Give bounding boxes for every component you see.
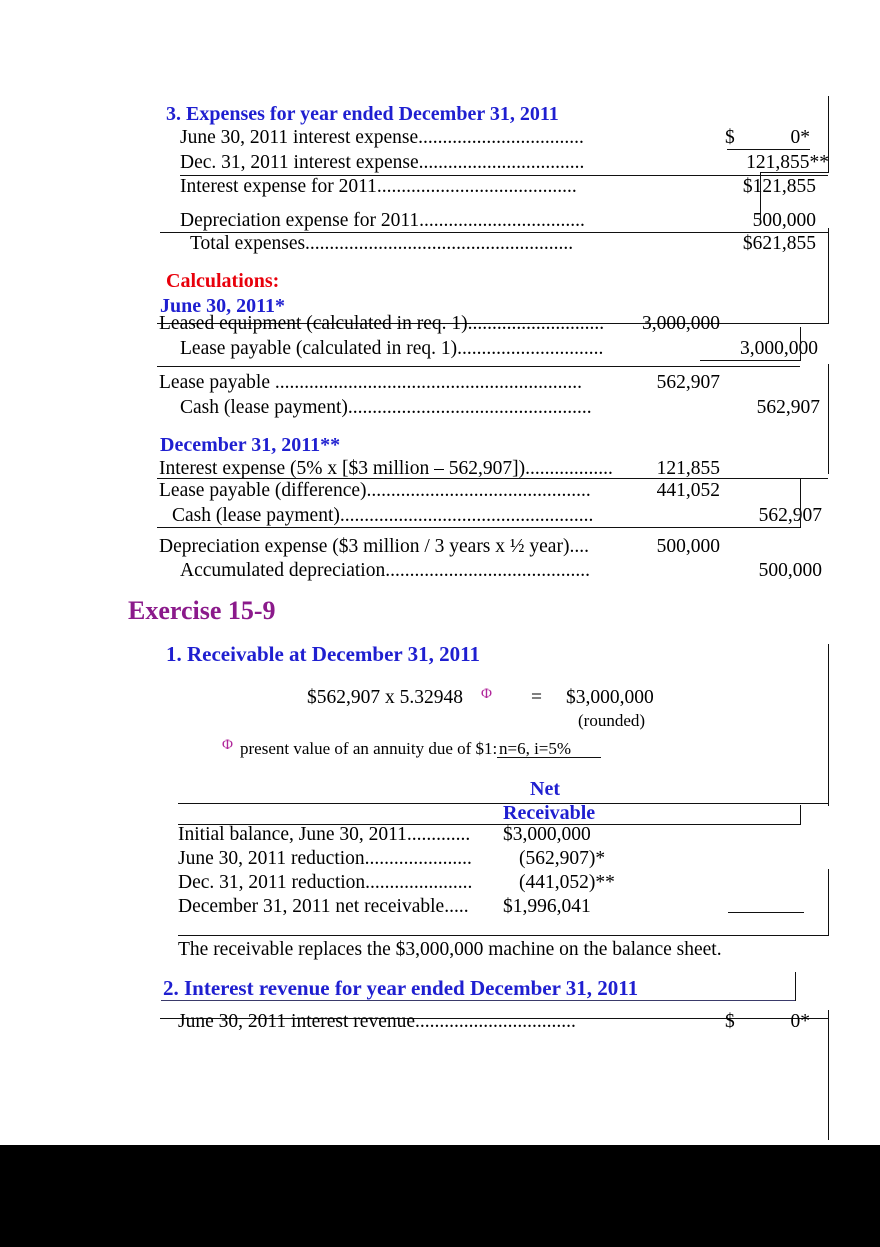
section3-heading: 3. Expenses for year ended December 31, 2011 (166, 103, 559, 125)
table-border-vertical (828, 869, 829, 936)
journal-entry-label: Lease payable ............................................................... (159, 372, 582, 393)
table-border-vertical (828, 228, 829, 324)
footnote-parameters: n=6, i=5% (499, 739, 572, 758)
journal-entry-label: Leased equipment (calculated in req. 1)............................ (159, 313, 605, 334)
expense-row-label: Total expenses....................................................... (190, 233, 574, 254)
req2-heading: 2. Interest revenue for year ended December 31, 2011 (163, 976, 639, 1000)
december-heading: December 31, 2011** (160, 434, 341, 456)
formula-left: $562,907 x 5.32948 (307, 687, 463, 708)
req1-heading: 1. Receivable at December 31, 2011 (166, 642, 480, 666)
journal-entry-label: Cash (lease payment).................................................. (180, 397, 592, 418)
table-border-horizontal (700, 360, 800, 361)
expense-row-value: 121,855** (746, 152, 829, 173)
table-border-horizontal (157, 527, 800, 528)
expense-row-label: Depreciation expense for 2011.................................. (180, 210, 585, 231)
journal-entry-label: Lease payable (calculated in req. 1).............................. (180, 338, 604, 359)
expense-row-currency: $ (725, 127, 735, 148)
table-border-vertical (760, 172, 761, 222)
receivable-row-label: December 31, 2011 net receivable..... (178, 896, 469, 917)
receivable-note: The receivable replaces the $3,000,000 machine on the balance sheet. (178, 939, 722, 960)
table-border-vertical (800, 327, 801, 361)
receivable-col-header-line1: Net (530, 778, 560, 800)
receivable-row-amount: (441,052)** (519, 872, 615, 893)
expense-row-label: June 30, 2011 interest expense.................................. (180, 127, 584, 148)
table-border-vertical (800, 805, 801, 825)
receivable-row-label: Dec. 31, 2011 reduction...................... (178, 872, 473, 893)
june-heading: June 30, 2011* (160, 295, 286, 317)
table-border-horizontal (178, 935, 828, 936)
table-border-vertical (828, 1010, 829, 1140)
table-border-vertical (800, 478, 801, 528)
journal-entry-debit: 121,855 (656, 458, 720, 479)
column-underline (727, 149, 810, 150)
journal-entry-debit: 500,000 (656, 536, 720, 557)
receivable-row-label: Initial balance, June 30, 2011............. (178, 824, 471, 845)
req2-heading-underline (161, 1000, 795, 1001)
journal-entry-label: Cash (lease payment).................................................... (172, 505, 594, 526)
phi-symbol-icon: Φ (222, 737, 233, 753)
journal-entry-credit: 3,000,000 (740, 338, 818, 359)
table-rule (157, 366, 800, 367)
total-underline (728, 912, 804, 913)
journal-entry-debit: 3,000,000 (642, 313, 720, 334)
revenue-row-currency: $ (725, 1011, 735, 1032)
receivable-row-label: June 30, 2011 reduction...................... (178, 848, 472, 869)
table-border-vertical (828, 644, 829, 806)
table-border-vertical (795, 972, 796, 1001)
receivable-row-amount: $3,000,000 (503, 824, 591, 845)
formula-result: $3,000,000 (566, 687, 654, 708)
journal-entry-label: Interest expense (5% x [$3 million – 562,907]).................. (159, 458, 613, 479)
receivable-row-amount: (562,907)* (519, 848, 606, 869)
table-rule (157, 478, 828, 479)
table-border-horizontal (760, 172, 829, 173)
expense-row-label: Dec. 31, 2011 interest expense.................................. (180, 152, 585, 173)
bottom-black-bar (0, 1145, 880, 1247)
receivable-col-header-line2: Receivable (503, 802, 596, 824)
journal-entry-credit: 500,000 (758, 560, 822, 581)
footnote-underline (497, 757, 601, 758)
expense-row-label: Interest expense for 2011......................................... (180, 176, 577, 197)
journal-entry-label: Depreciation expense ($3 million / 3 years x ½ year).... (159, 536, 589, 557)
exercise-title: Exercise 15-9 (128, 596, 276, 625)
table-border-vertical (828, 364, 829, 474)
journal-entry-debit: 562,907 (656, 372, 720, 393)
formula-note: (rounded) (578, 711, 646, 730)
journal-entry-credit: 562,907 (758, 505, 822, 526)
expense-row-value: 500,000 (752, 210, 816, 231)
revenue-row-value: 0* (790, 1011, 810, 1032)
footnote-text: present value of an annuity due of $1: (240, 739, 498, 758)
expense-row-value: $621,855 (742, 233, 816, 254)
expense-row-value: 0* (790, 127, 810, 148)
phi-symbol-icon: Φ (481, 686, 492, 702)
revenue-row-label: June 30, 2011 interest revenue................................. (178, 1011, 576, 1032)
journal-entry-label: Accumulated depreciation.......................................... (180, 560, 590, 581)
formula-equals: = (531, 687, 542, 708)
receivable-row-amount: $1,996,041 (503, 896, 591, 917)
journal-entry-label: Lease payable (difference).............................................. (159, 480, 591, 501)
journal-entry-credit: 562,907 (756, 397, 820, 418)
journal-entry-debit: 441,052 (656, 480, 720, 501)
table-border-vertical (828, 96, 829, 172)
expense-row-value: $121,855 (742, 176, 816, 197)
calculations-heading: Calculations: (166, 270, 280, 292)
